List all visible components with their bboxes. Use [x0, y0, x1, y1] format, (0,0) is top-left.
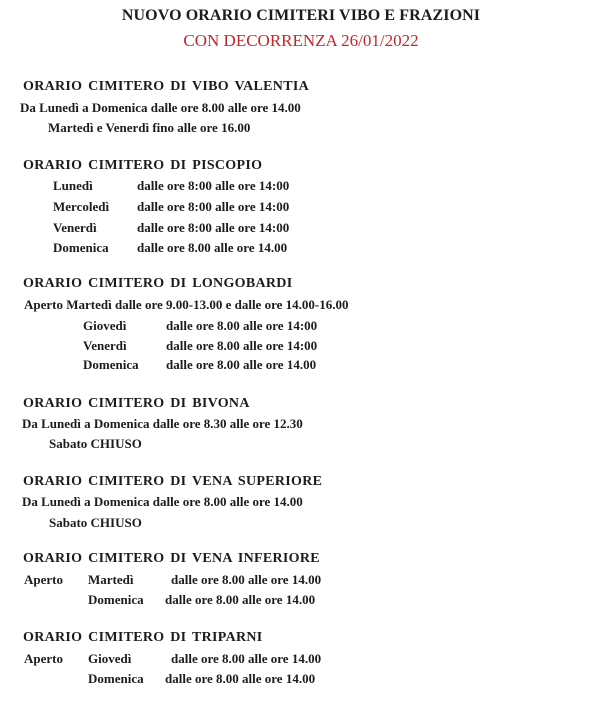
section-heading: ORARIO CIMITERO DI LONGOBARDI: [23, 276, 293, 291]
schedule-line: [83, 318, 317, 334]
schedule-line: Martedì e Venerdì fino alle ore 16.00: [48, 120, 251, 135]
schedule-line: [53, 199, 289, 215]
schedule-line: Da Lunedì a Domenica dalle ore 8.30 alle ore 12.30: [22, 416, 303, 431]
day-label: Domenica: [88, 592, 144, 607]
schedule-line: Sabato CHIUSO: [49, 436, 142, 451]
day-label: Domenica: [53, 240, 109, 255]
schedule-line: [83, 338, 317, 354]
schedule-line: [53, 220, 289, 236]
effective-date-subtitle: CON DECORRENZA 26/01/2022: [183, 31, 419, 50]
schedule-line: Sabato CHIUSO: [49, 515, 142, 530]
day-label: Domenica: [83, 357, 139, 372]
hours-text: dalle ore 8:00 alle ore 14:00: [137, 220, 290, 235]
day-label: Lunedì: [53, 178, 93, 193]
schedule-line: [24, 572, 321, 588]
hours-text: dalle ore 8.00 alle ore 14.00: [171, 651, 322, 666]
schedule-line: [88, 671, 315, 687]
schedule-line: [53, 178, 289, 194]
hours-text: dalle ore 8.00 alle ore 14.00: [171, 572, 322, 587]
hours-text: dalle ore 8.00 alle ore 14.00: [165, 592, 316, 607]
section-heading: ORARIO CIMITERO DI VENA INFERIORE: [23, 551, 320, 566]
hours-text: dalle ore 8:00 alle ore 14:00: [137, 178, 290, 193]
schedule-line: Da Lunedì a Domenica dalle ore 8.00 alle ore 14.00: [22, 494, 303, 509]
section-heading: ORARIO CIMITERO DI PISCOPIO: [23, 158, 263, 173]
day-label: Giovedì: [88, 651, 132, 666]
day-label: Venerdì: [83, 338, 127, 353]
schedule-line: Da Lunedì a Domenica dalle ore 8.00 alle ore 14.00: [20, 100, 301, 115]
schedule-line: Aperto Martedì dalle ore 9.00-13.00 e dalle ore 14.00-16.00: [24, 297, 349, 312]
hours-text: dalle ore 8.00 alle ore 14:00: [166, 318, 318, 333]
day-label: Domenica: [88, 671, 144, 686]
hours-text: dalle ore 8.00 alle ore 14.00: [165, 671, 316, 686]
hours-text: dalle ore 8.00 alle ore 14:00: [166, 338, 318, 353]
section-heading: ORARIO CIMITERO DI TRIPARNI: [23, 630, 263, 645]
schedule-line: [24, 651, 321, 667]
page-title: NUOVO ORARIO CIMITERI VIBO E FRAZIONI: [121, 7, 481, 24]
day-label: Mercoledì: [53, 199, 110, 214]
day-label: Venerdì: [53, 220, 97, 235]
open-label: Aperto: [24, 572, 63, 587]
open-label: Aperto: [24, 651, 63, 666]
hours-text: dalle ore 8:00 alle ore 14:00: [137, 199, 290, 214]
hours-text: dalle ore 8.00 alle ore 14.00: [166, 357, 317, 372]
day-label: Giovedì: [83, 318, 127, 333]
section-heading: ORARIO CIMITERO DI VENA SUPERIORE: [23, 474, 323, 489]
section-heading: ORARIO CIMITERO DI BIVONA: [23, 396, 250, 411]
section-heading: ORARIO CIMITERO DI VIBO VALENTIA: [23, 79, 309, 94]
schedule-line: [53, 240, 287, 256]
schedule-line: [83, 357, 316, 373]
day-label: Martedì: [88, 572, 134, 587]
schedule-line: [88, 592, 315, 608]
hours-text: dalle ore 8.00 alle ore 14.00: [137, 240, 288, 255]
